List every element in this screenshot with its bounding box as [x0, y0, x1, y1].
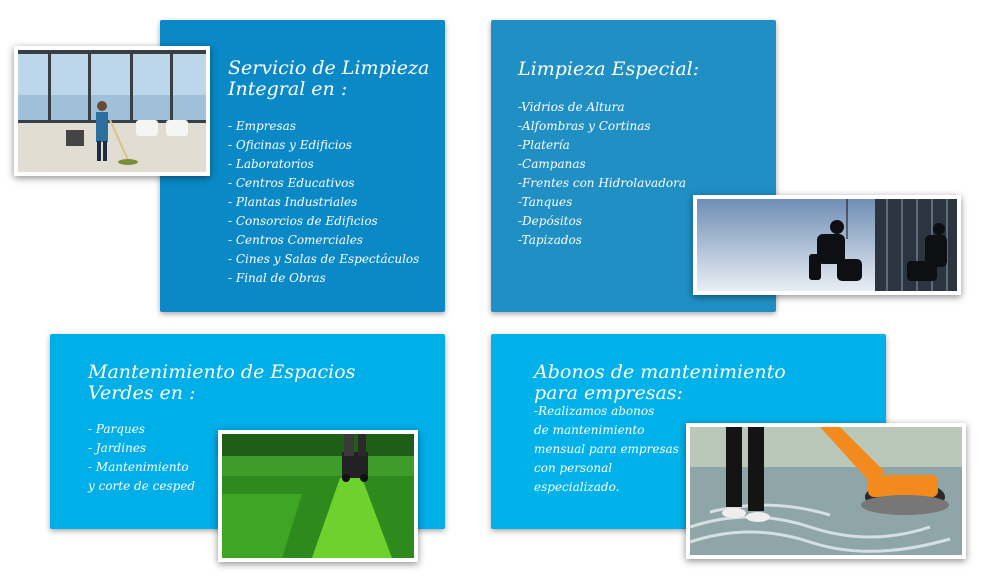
- card-title: [228, 58, 429, 100]
- list-item: - Plantas Industriales: [228, 195, 358, 209]
- lawn-mowing-photo: [218, 430, 418, 562]
- floor-polisher-image: [690, 427, 962, 555]
- list-item: - Centros Educativos: [228, 176, 355, 190]
- list-item: -Vidrios de Altura: [518, 100, 625, 114]
- card-title-line1: Mantenimiento de Espacios: [88, 361, 356, 383]
- card-title-line2: para empresas:: [534, 382, 683, 404]
- floor-polisher-photo: [686, 423, 966, 559]
- window-climbers-photo: [693, 195, 961, 295]
- list-item: especializado.: [534, 480, 620, 494]
- list-item: -Depósitos: [518, 214, 582, 228]
- service-list: [88, 420, 195, 496]
- list-item: - Centros Comerciales: [228, 233, 364, 247]
- card-title-line2: Verdes en :: [88, 382, 196, 404]
- list-item: - Consorcios de Edificios: [228, 214, 378, 228]
- card-title-line1: Limpieza Especial:: [518, 58, 700, 80]
- card-title: [518, 59, 699, 80]
- list-item: - Final de Obras: [228, 271, 326, 285]
- list-item: -Frentes con Hidrolavadora: [518, 176, 686, 190]
- lawn-mowing-image: [222, 434, 414, 558]
- list-item: - Cines y Salas de Espectáculos: [228, 252, 420, 266]
- card-title-line2: Integral en :: [228, 78, 348, 100]
- list-item: -Platería: [518, 138, 570, 152]
- service-list: [518, 98, 686, 250]
- list-item: -Tapizados: [518, 233, 582, 247]
- list-item: mensual para empresas: [534, 442, 679, 456]
- service-list: [228, 117, 419, 288]
- list-item: -Realizamos abonos: [534, 404, 655, 418]
- list-item: - Empresas: [228, 119, 296, 133]
- list-item: -Alfombras y Cortinas: [518, 119, 651, 133]
- office-cleaning-image: [18, 50, 206, 172]
- list-item: y corte de cesped: [88, 479, 196, 493]
- list-item: - Mantenimiento: [88, 460, 189, 474]
- list-item: - Parques: [88, 422, 145, 436]
- card-title-line1: Servicio de Limpieza: [228, 57, 430, 79]
- list-item: - Oficinas y Edificios: [228, 138, 352, 152]
- list-item: -Tanques: [518, 195, 573, 209]
- office-cleaning-photo: [14, 46, 210, 176]
- card-title-line1: Abonos de mantenimiento: [534, 361, 786, 383]
- list-item: -Campanas: [518, 157, 586, 171]
- card-title: [534, 362, 786, 404]
- card-title: [88, 362, 355, 404]
- window-climbers-image: [697, 199, 957, 291]
- list-item: con personal: [534, 461, 613, 475]
- service-list: [534, 402, 679, 497]
- list-item: - Jardines: [88, 441, 147, 455]
- list-item: - Laboratorios: [228, 157, 314, 171]
- list-item: de mantenimiento: [534, 423, 645, 437]
